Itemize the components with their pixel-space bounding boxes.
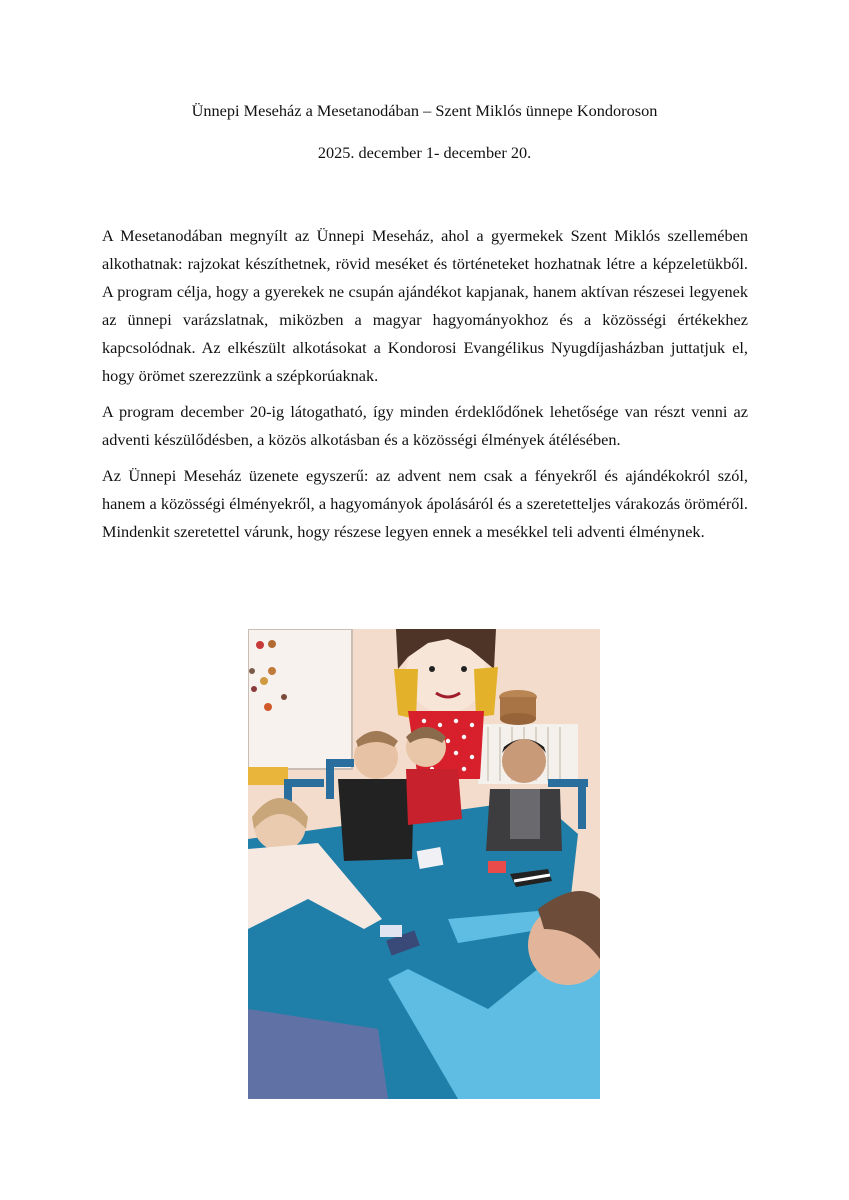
yellow-panel (248, 767, 288, 785)
document-title: Ünnepi Meseház a Mesetanodában – Szent Miklós ünnepe Kondoroson (191, 101, 658, 120)
paragraph-2: A program december 20-ig látogatható, így minden érdeklődőnek lehetősége van részt venni az adventi készülődésben, a közös alkotásban és a közösségi élmények átélésében. (102, 402, 748, 449)
event-photo (248, 629, 600, 1099)
whiteboard (248, 629, 352, 769)
paragraph-1: A Mesetanodában megnyílt az Ünnepi Meseház, ahol a gyermekek Szent Miklós szellemében alkothatnak: rajzokat készíthetnek, rövid meséket és történeteket hozhatnak létre a képzeletükből. A program célja, hogy a gyerekek ne csupán ajándékot kapjanak, hanem aktívan részesei legyenek az ünnepi varázslatnak, miközben a magyar hagyományokhoz és a közösségi értékekhez kapcsolódnak. Az elkészült alkotásokat a Kondorosi Evangélikus Nyugdíjasházban juttatjuk el, hogy örömet szerezzünk a szépkorúaknak. (102, 226, 748, 385)
date-range: 2025. december 1- december 20. (317, 143, 532, 162)
paragraph-3: Az Ünnepi Meseház üzenete egyszerű: az advent nem csak a fényekről és ajándékokról szól, hanem a közösségi élményekről, a hagyományok ápolásáról és a szeretetteljes várakozás öröméről. Mindenkit szeretettel várunk, hogy részese legyen ennek a mesékkel teli adventi élménynek. (102, 466, 748, 541)
photo-illustration (248, 629, 600, 1099)
document-body (102, 222, 748, 554)
baskets (499, 690, 537, 725)
